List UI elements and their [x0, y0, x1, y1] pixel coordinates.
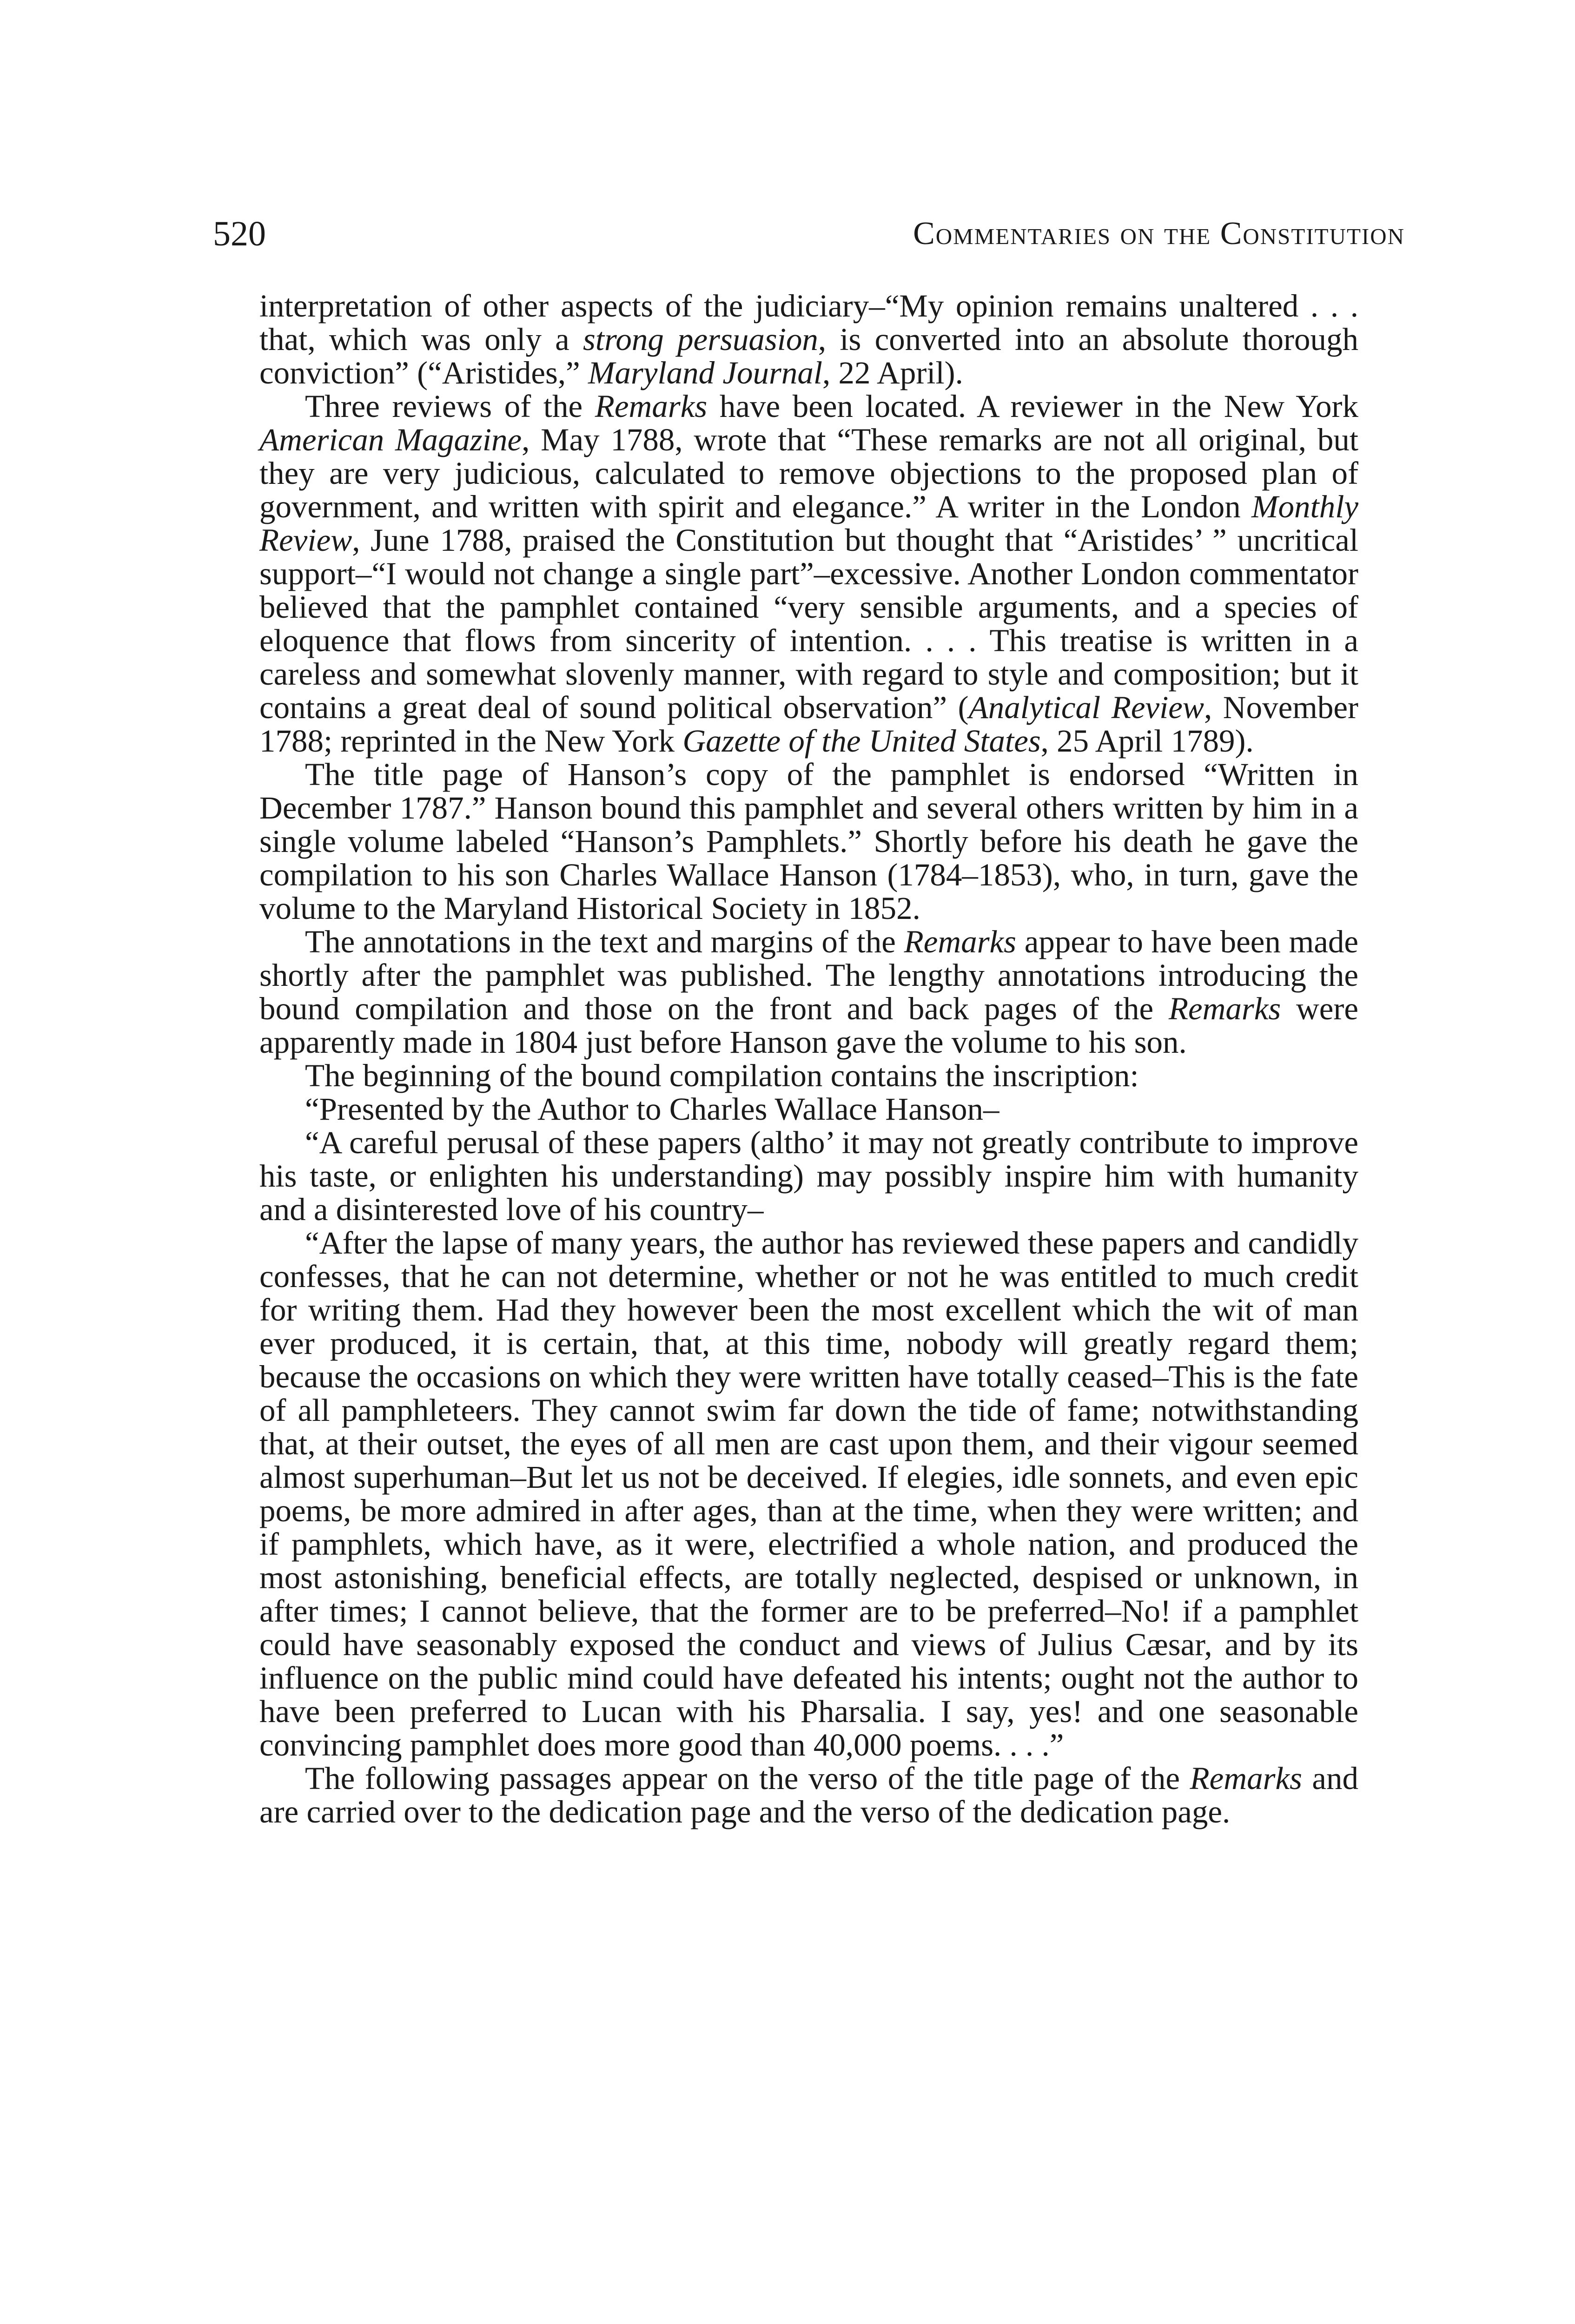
body-text — [259, 289, 1358, 1829]
paragraph-8: “After the lapse of many years, the author has reviewed these papers and candidly confesses, that he can not determine, whether or not he was entitled to much credit for writing them. Had they however been the most excellent which the wit of man ever produced, it is certain, that, at this time, nobody will greatly regard them; because the occasions on which they were written have totally ceased–This is the fate of all pamphleteers. They cannot swim far down the tide of fame; notwithstanding that, at their outset, the eyes of all men are cast upon them, and their vigour seemed almost superhuman–But let us not be deceived. If elegies, idle sonnets, and even epic poems, be more admired in after ages, than at the time, when they were written; and if pamphlets, which have, as it were, electrified a whole nation, and produced the most astonishing, beneficial effects, are totally neglected, despised or unknown, in after times; I cannot believe, that the former are to be preferred–No! if a pamphlet could have seasonably exposed the conduct and views of Julius Cæsar, and by its influence on the public mind could have defeated his intents; ought not the author to have been preferred to Lucan with his Pharsalia. I say, yes! and one seasonable convincing pamphlet does more good than 40,000 poems. . . .” — [259, 1225, 1358, 1763]
paragraph-5: The beginning of the bound compilation contains the inscription: — [305, 1058, 1139, 1093]
paragraph-9: The following passages appear on the verso of the title page of the Remarks and are carried over to the dedication page and the verso of the dedication page. — [259, 1761, 1358, 1829]
paragraph-7: “A careful perusal of these papers (altho’ it may not greatly contribute to improve his taste, or enlighten his understanding) may possibly inspire him with humanity and a disinterested love of his country– — [259, 1125, 1358, 1227]
paragraph-4: The annotations in the text and margins of the Remarks appear to have been made shortly after the pamphlet was published. The lengthy annotations introducing the bound compilation and those on the front and back pages of the Remarks were apparently made in 1804 just before Hanson gave the volume to his son. — [259, 924, 1358, 1060]
page-header — [213, 208, 1405, 259]
paragraph-1: interpretation of other aspects of the judiciary–“My opinion remains unaltered . . . that, which was only a strong persuasion, is converted into an absolute thorough conviction” (“Aristides,” Maryland Journal, 22 April). — [259, 288, 1359, 390]
paragraph-6: “Presented by the Author to Charles Wallace Hanson– — [305, 1091, 999, 1127]
paragraph-3: The title page of Hanson’s copy of the pamphlet is endorsed “Written in December 1787.” Hanson bound this pamphlet and several others written by him in a single volume labeled “Hanson’s Pamphlets.” Shortly before his death he gave the compilation to his son Charles Wallace Hanson (1784–1853), who, in turn, gave the volume to the Maryland Historical Society in 1852. — [259, 757, 1358, 926]
running-head: Commentaries on the Constitution — [913, 216, 1405, 251]
paragraph-2: Three reviews of the Remarks have been located. A reviewer in the New York American Magazine, May 1788, wrote that “These remarks are not all original, but they are very judicious, calculated to remove objections to the proposed plan of government, and written with spirit and elegance.” A writer in the London Monthly Review, June 1788, praised the Constitution but thought that “Aristides’ ” uncritical support–“I would not change a single part”–excessive. Another London commentator believed that the pamphlet contained “very sensible arguments, and a species of eloquence that flows from sincerity of intention. . . . This treatise is written in a careless and somewhat slovenly manner, with regard to style and composition; but it contains a great deal of sound political observation” (Analytical Review, November 1788; reprinted in the New York Gazette of the United States, 25 April 1789). — [259, 389, 1358, 759]
page-number: 520 — [213, 214, 266, 253]
